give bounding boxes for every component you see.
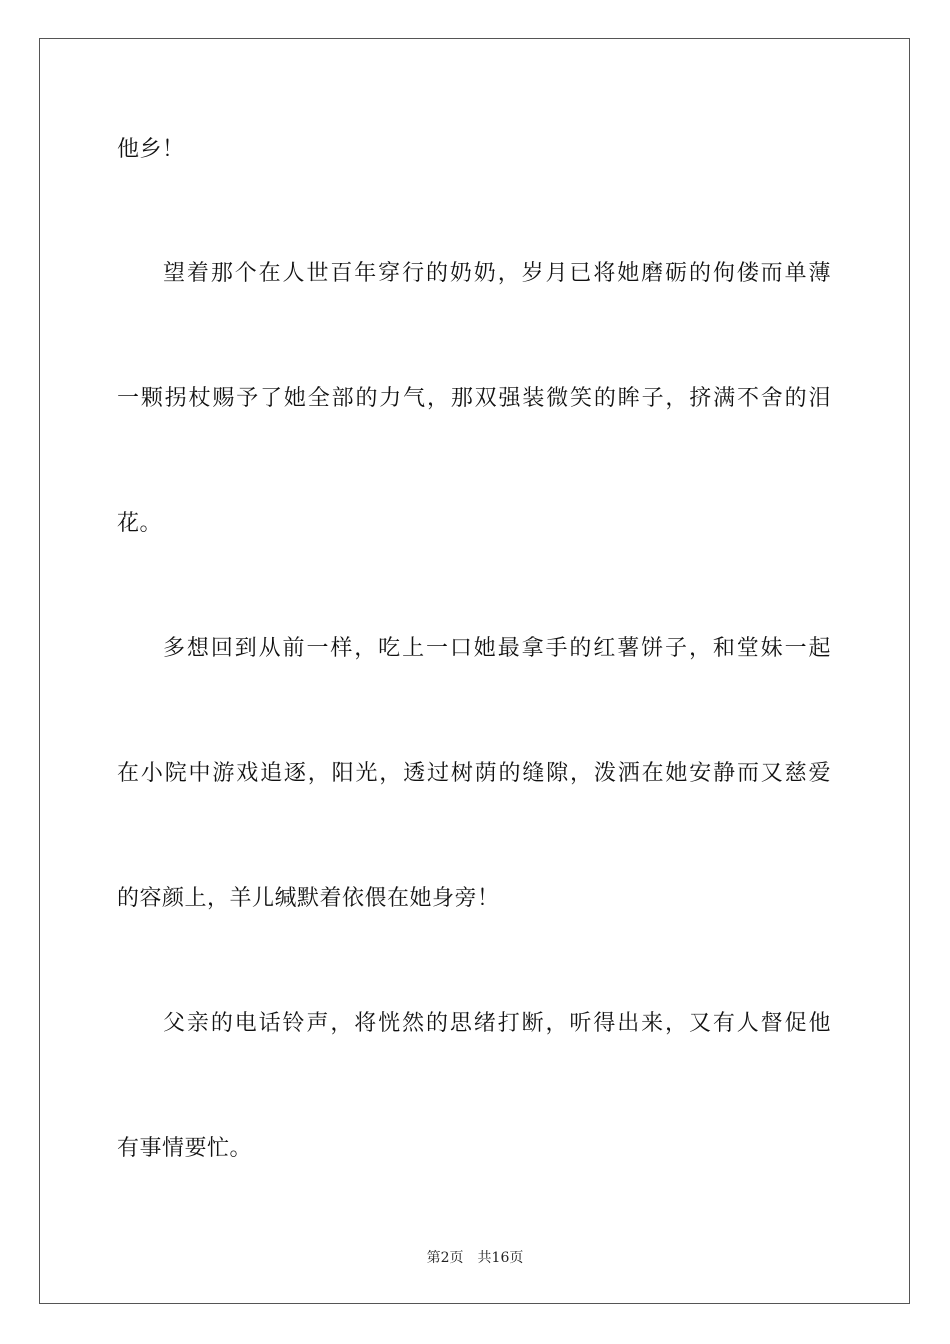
- paragraph-line: 的容颜上，羊儿缄默着依偎在她身旁！: [117, 886, 500, 911]
- paragraph-line: 一颗拐杖赐予了她全部的力气，那双强装微笑的眸子，挤满不舍的泪: [117, 386, 831, 411]
- paragraph-line: 在小院中游戏追逐，阳光，透过树荫的缝隙，泼洒在她安静而又慈爱: [117, 761, 831, 786]
- page-border: [39, 38, 910, 1304]
- paragraph-line: 花。: [117, 511, 163, 536]
- page-footer: [0, 1249, 950, 1267]
- paragraph-first-line: 望着那个在人世百年穿行的奶奶，岁月已将她磨砺的佝偻而单薄: [163, 261, 831, 286]
- page-number: 第2页: [426, 1250, 464, 1266]
- page-total: 共16页: [477, 1250, 524, 1266]
- paragraph-line: 他乡！: [117, 137, 185, 162]
- paragraph-first-line: 父亲的电话铃声，将恍然的思绪打断，听得出来，又有人督促他: [163, 1011, 831, 1036]
- paragraph-line: 有事情要忙。: [117, 1136, 253, 1161]
- paragraph-first-line: 多想回到从前一样，吃上一口她最拿手的红薯饼子，和堂妹一起: [163, 636, 831, 661]
